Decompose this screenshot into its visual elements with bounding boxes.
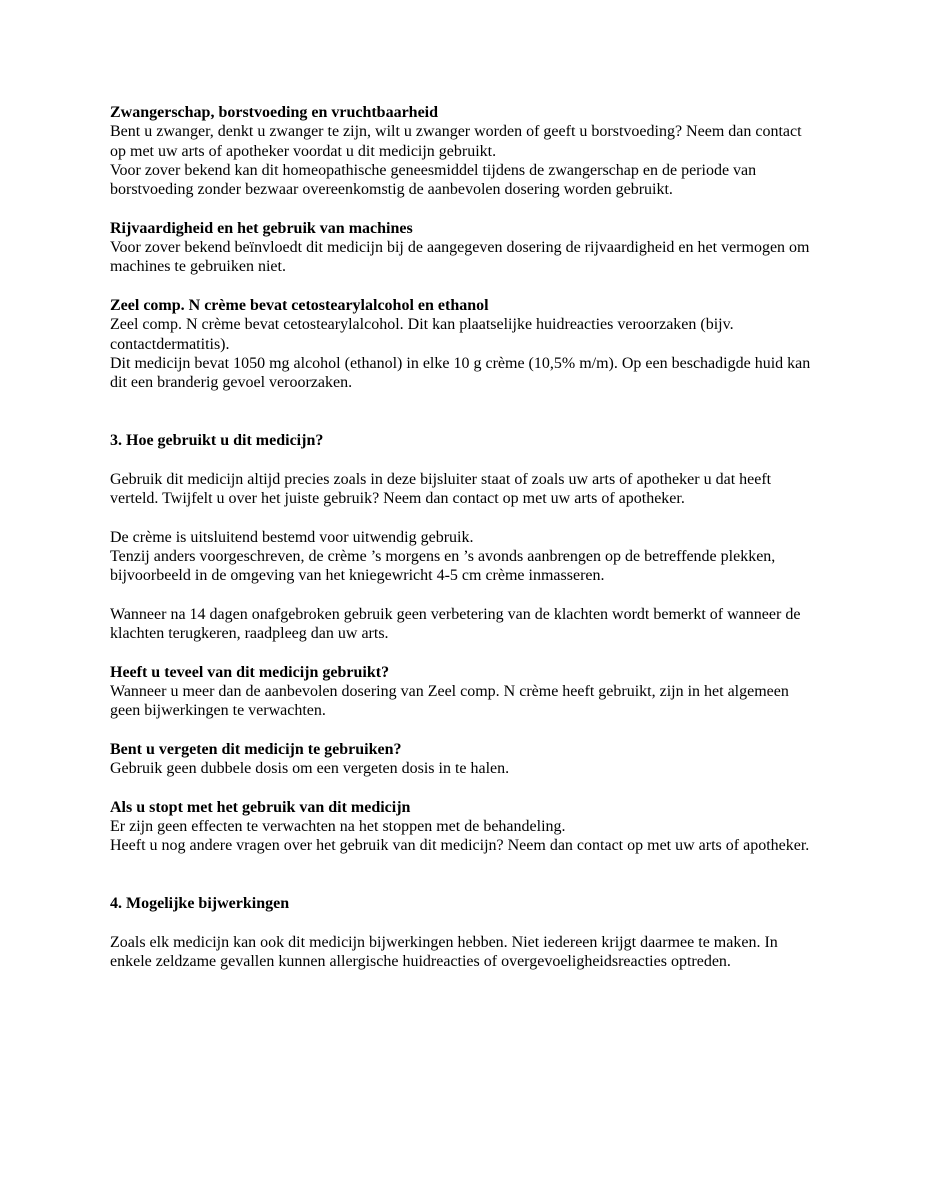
blank-line: [110, 778, 816, 797]
blank-lines: [110, 856, 816, 895]
paragraph-bijwerkingen: Zoals elk medicijn kan ook dit medicijn bijwerkingen hebben. Niet iedereen krijgt daarmee te maken. In enkele zeldzame gevallen kunnen allergische huidreacties of overgevoeligheidsreacties optreden.: [110, 933, 778, 971]
paragraph-14-dagen-advies: Wanneer na 14 dagen onafgebroken gebruik geen verbetering van de klachten wordt bemerkt of wanneer de klachten terugkeren, raadpleeg dan uw arts.: [110, 605, 801, 643]
blank-line: [110, 450, 816, 469]
paragraph-aanbrengen-instructie: Tenzij anders voorgeschreven, de crème ’s morgens en ’s avonds aanbrengen op de betreffende plekken, bijvoorbeeld in de omgeving van het kniegewricht 4-5 cm crème inmasseren.: [110, 547, 776, 585]
blank-line: [110, 585, 816, 604]
paragraph-teveel-gebruikt: Wanneer u meer dan de aanbevolen dosering van Zeel comp. N crème heeft gebruikt, zijn in het algemeen geen bijwerkingen te verwachten.: [110, 682, 789, 720]
paragraph-andere-vragen: Heeft u nog andere vragen over het gebruik van dit medicijn? Neem dan contact op met uw arts of apotheker.: [110, 837, 810, 855]
paragraph-zwangerschap-advies: Bent u zwanger, denkt u zwanger te zijn, wilt u zwanger worden of geeft u borstvoeding? Neem dan contact op met uw arts of apotheker voordat u dit medicijn gebruikt.: [110, 123, 802, 160]
blank-line: [110, 199, 816, 218]
heading-zwangerschap-borstvoeding-vruchtbaarheid: Zwangerschap, borstvoeding en vruchtbaarheid: [110, 104, 439, 121]
paragraph-gebruik-altijd-precies: Gebruik dit medicijn altijd precies zoals in deze bijsluiter staat of zoals uw arts of apotheker u dat heeft verteld. Twijfelt u over het juiste gebruik? Neem dan contact op met uw arts of apotheker.: [110, 470, 772, 507]
paragraph-uitwendig-gebruik: De crème is uitsluitend bestemd voor uitwendig gebruik.: [110, 528, 474, 546]
blank-line: [110, 643, 816, 662]
paragraph-cetostearylalcohol: Zeel comp. N crème bevat cetostearylalcohol. Dit kan plaatselijke huidreacties veroorzaken (bijv. contactdermatitis).: [110, 316, 734, 353]
blank-line: [110, 277, 816, 296]
paragraph-geen-dubbele-dosis: Gebruik geen dubbele dosis om een vergeten dosis in te halen.: [110, 760, 510, 778]
paragraph-rijvaardigheid: Voor zover bekend beïnvloedt dit medicijn bij de aangegeven dosering de rijvaardigheid en het vermogen om machines te gebruiken niet.: [110, 239, 810, 276]
heading-section-4-mogelijke-bijwerkingen: 4. Mogelijke bijwerkingen: [110, 895, 290, 913]
heading-vergeten-te-gebruiken: Bent u vergeten dit medicijn te gebruiken?: [110, 740, 402, 758]
heading-section-3-hoe-gebruikt: 3. Hoe gebruikt u dit medicijn?: [110, 432, 324, 450]
heading-als-u-stopt: Als u stopt met het gebruik van dit medicijn: [110, 798, 411, 816]
blank-line: [110, 721, 816, 740]
paragraph-ethanol: Dit medicijn bevat 1050 mg alcohol (ethanol) in elke 10 g crème (10,5% m/m). Op een beschadigde huid kan dit een branderig gevoel veroorzaken.: [110, 354, 811, 392]
paragraph-stoppen-effecten: Er zijn geen effecten te verwachten na het stoppen met de behandeling.: [110, 817, 566, 835]
leaflet-text-column: [110, 103, 816, 971]
heading-bevat-cetostearylalcohol-ethanol: Zeel comp. N crème bevat cetostearylalcohol en ethanol: [110, 296, 489, 314]
blank-line: [110, 913, 816, 932]
heading-rijvaardigheid-machines: Rijvaardigheid en het gebruik van machines: [110, 219, 413, 237]
blank-line: [110, 508, 816, 527]
blank-lines: [110, 392, 816, 431]
heading-teveel-gebruikt: Heeft u teveel van dit medicijn gebruikt?: [110, 663, 390, 681]
paragraph-zwangerschap-dosering: Voor zover bekend kan dit homeopathische geneesmiddel tijdens de zwangerschap en de periode van borstvoeding zonder bezwaar overeenkomstig de aanbevolen dosering worden gebruikt.: [110, 161, 757, 199]
